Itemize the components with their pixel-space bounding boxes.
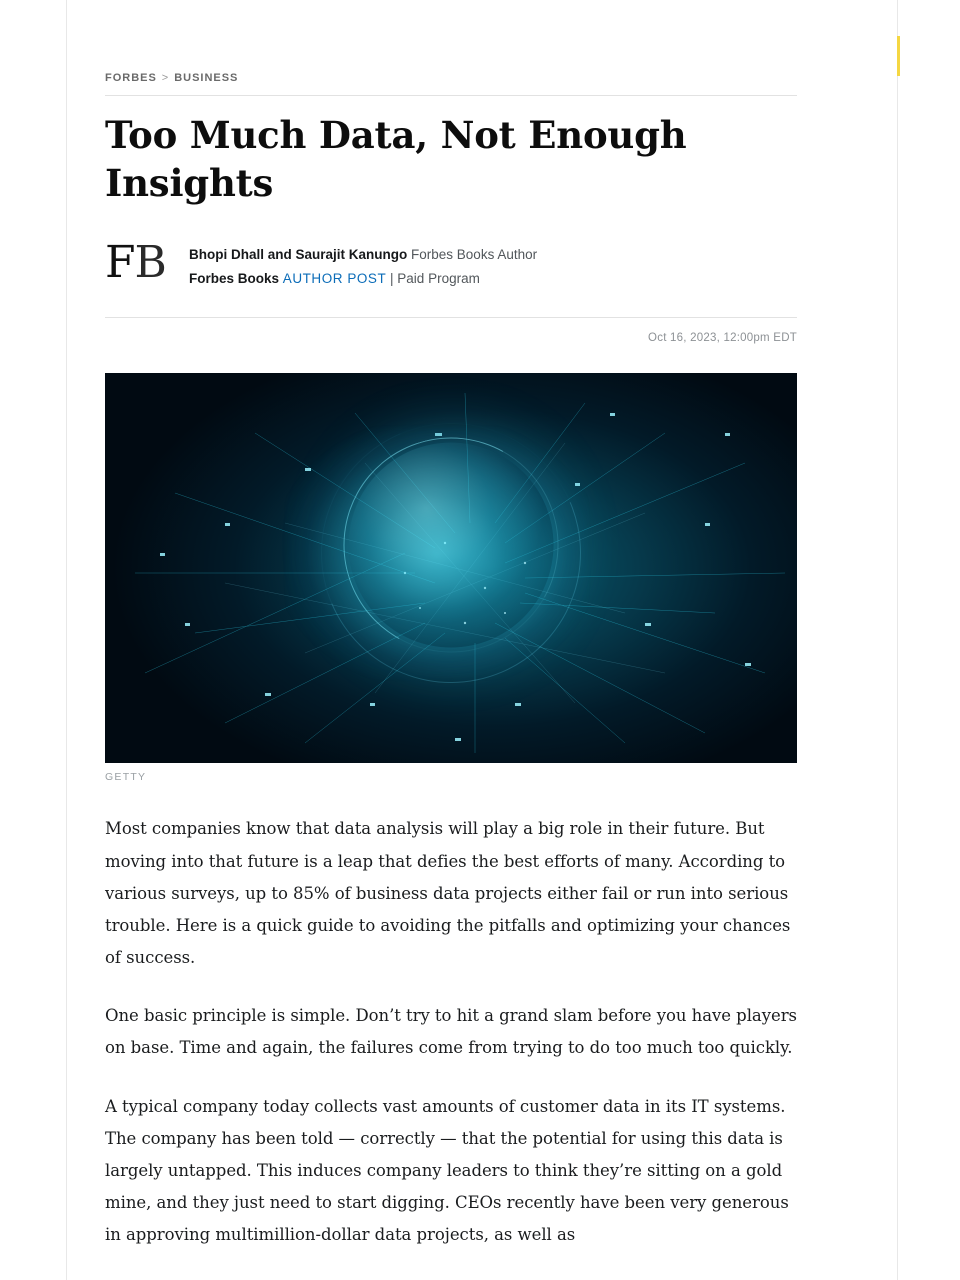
brand-name[interactable]: Forbes Books <box>189 270 280 286</box>
hero-glow <box>287 428 587 678</box>
body-paragraph: One basic principle is simple. Don’t try to hit a grand slam before you have players on base. Time and again, the failures come from trying to do too much too quickly. <box>105 1006 797 1058</box>
divider-top <box>105 95 797 96</box>
byline-separator: | <box>390 270 394 286</box>
logo-letter-f: F <box>105 237 135 289</box>
hero-image <box>105 373 797 763</box>
author-post-link[interactable]: AUTHOR POST <box>282 270 387 286</box>
body-paragraph: A typical company today collects vast amounts of customer data in its IT systems. The company has been told — correctly — that the potential for using this data is largely untapped. This induces company leaders to think they’re sitting on a gold mine, and they just need to start digging. CEOs recently have been very generous in approving multimillion-dollar data projects, as well as <box>105 1096 789 1245</box>
byline-program-line <box>189 268 537 290</box>
article-body <box>105 813 797 1251</box>
logo-letter-b: B <box>134 237 166 289</box>
author-role: Forbes Books Author <box>411 247 538 263</box>
byline-authors-line <box>189 245 537 265</box>
article-container <box>105 0 797 1278</box>
breadcrumb-item-forbes[interactable]: FORBES <box>105 72 157 84</box>
paid-program-label: Paid Program <box>397 270 480 286</box>
breadcrumb <box>105 72 797 84</box>
breadcrumb-separator: > <box>161 72 170 84</box>
scroll-position-marker[interactable] <box>897 36 900 76</box>
image-credit: GETTY <box>105 771 147 784</box>
divider-byline <box>105 317 797 318</box>
byline-block <box>105 239 797 295</box>
page-gutter-left <box>66 0 67 1280</box>
page-gutter-right <box>897 0 898 1280</box>
forbes-books-logo <box>105 237 189 289</box>
breadcrumb-item-business[interactable]: BUSINESS <box>174 72 239 84</box>
body-paragraph: Most companies know that data analysis will play a big role in their future. But moving into that future is a leap that defies the best efforts of many. According to various surveys, up to 85% of business data projects either fail or run into serious trouble. Here is a quick guide to avoiding the pitfalls and optimizing your chances of success. <box>105 819 791 968</box>
page-title: Too Much Data, Not Enough Insights <box>105 113 687 205</box>
author-names[interactable]: Bhopi Dhall and Saurajit Kanungo <box>189 247 408 263</box>
byline-text <box>189 239 537 289</box>
publish-timestamp: Oct 16, 2023, 12:00pm EDT <box>648 332 797 345</box>
